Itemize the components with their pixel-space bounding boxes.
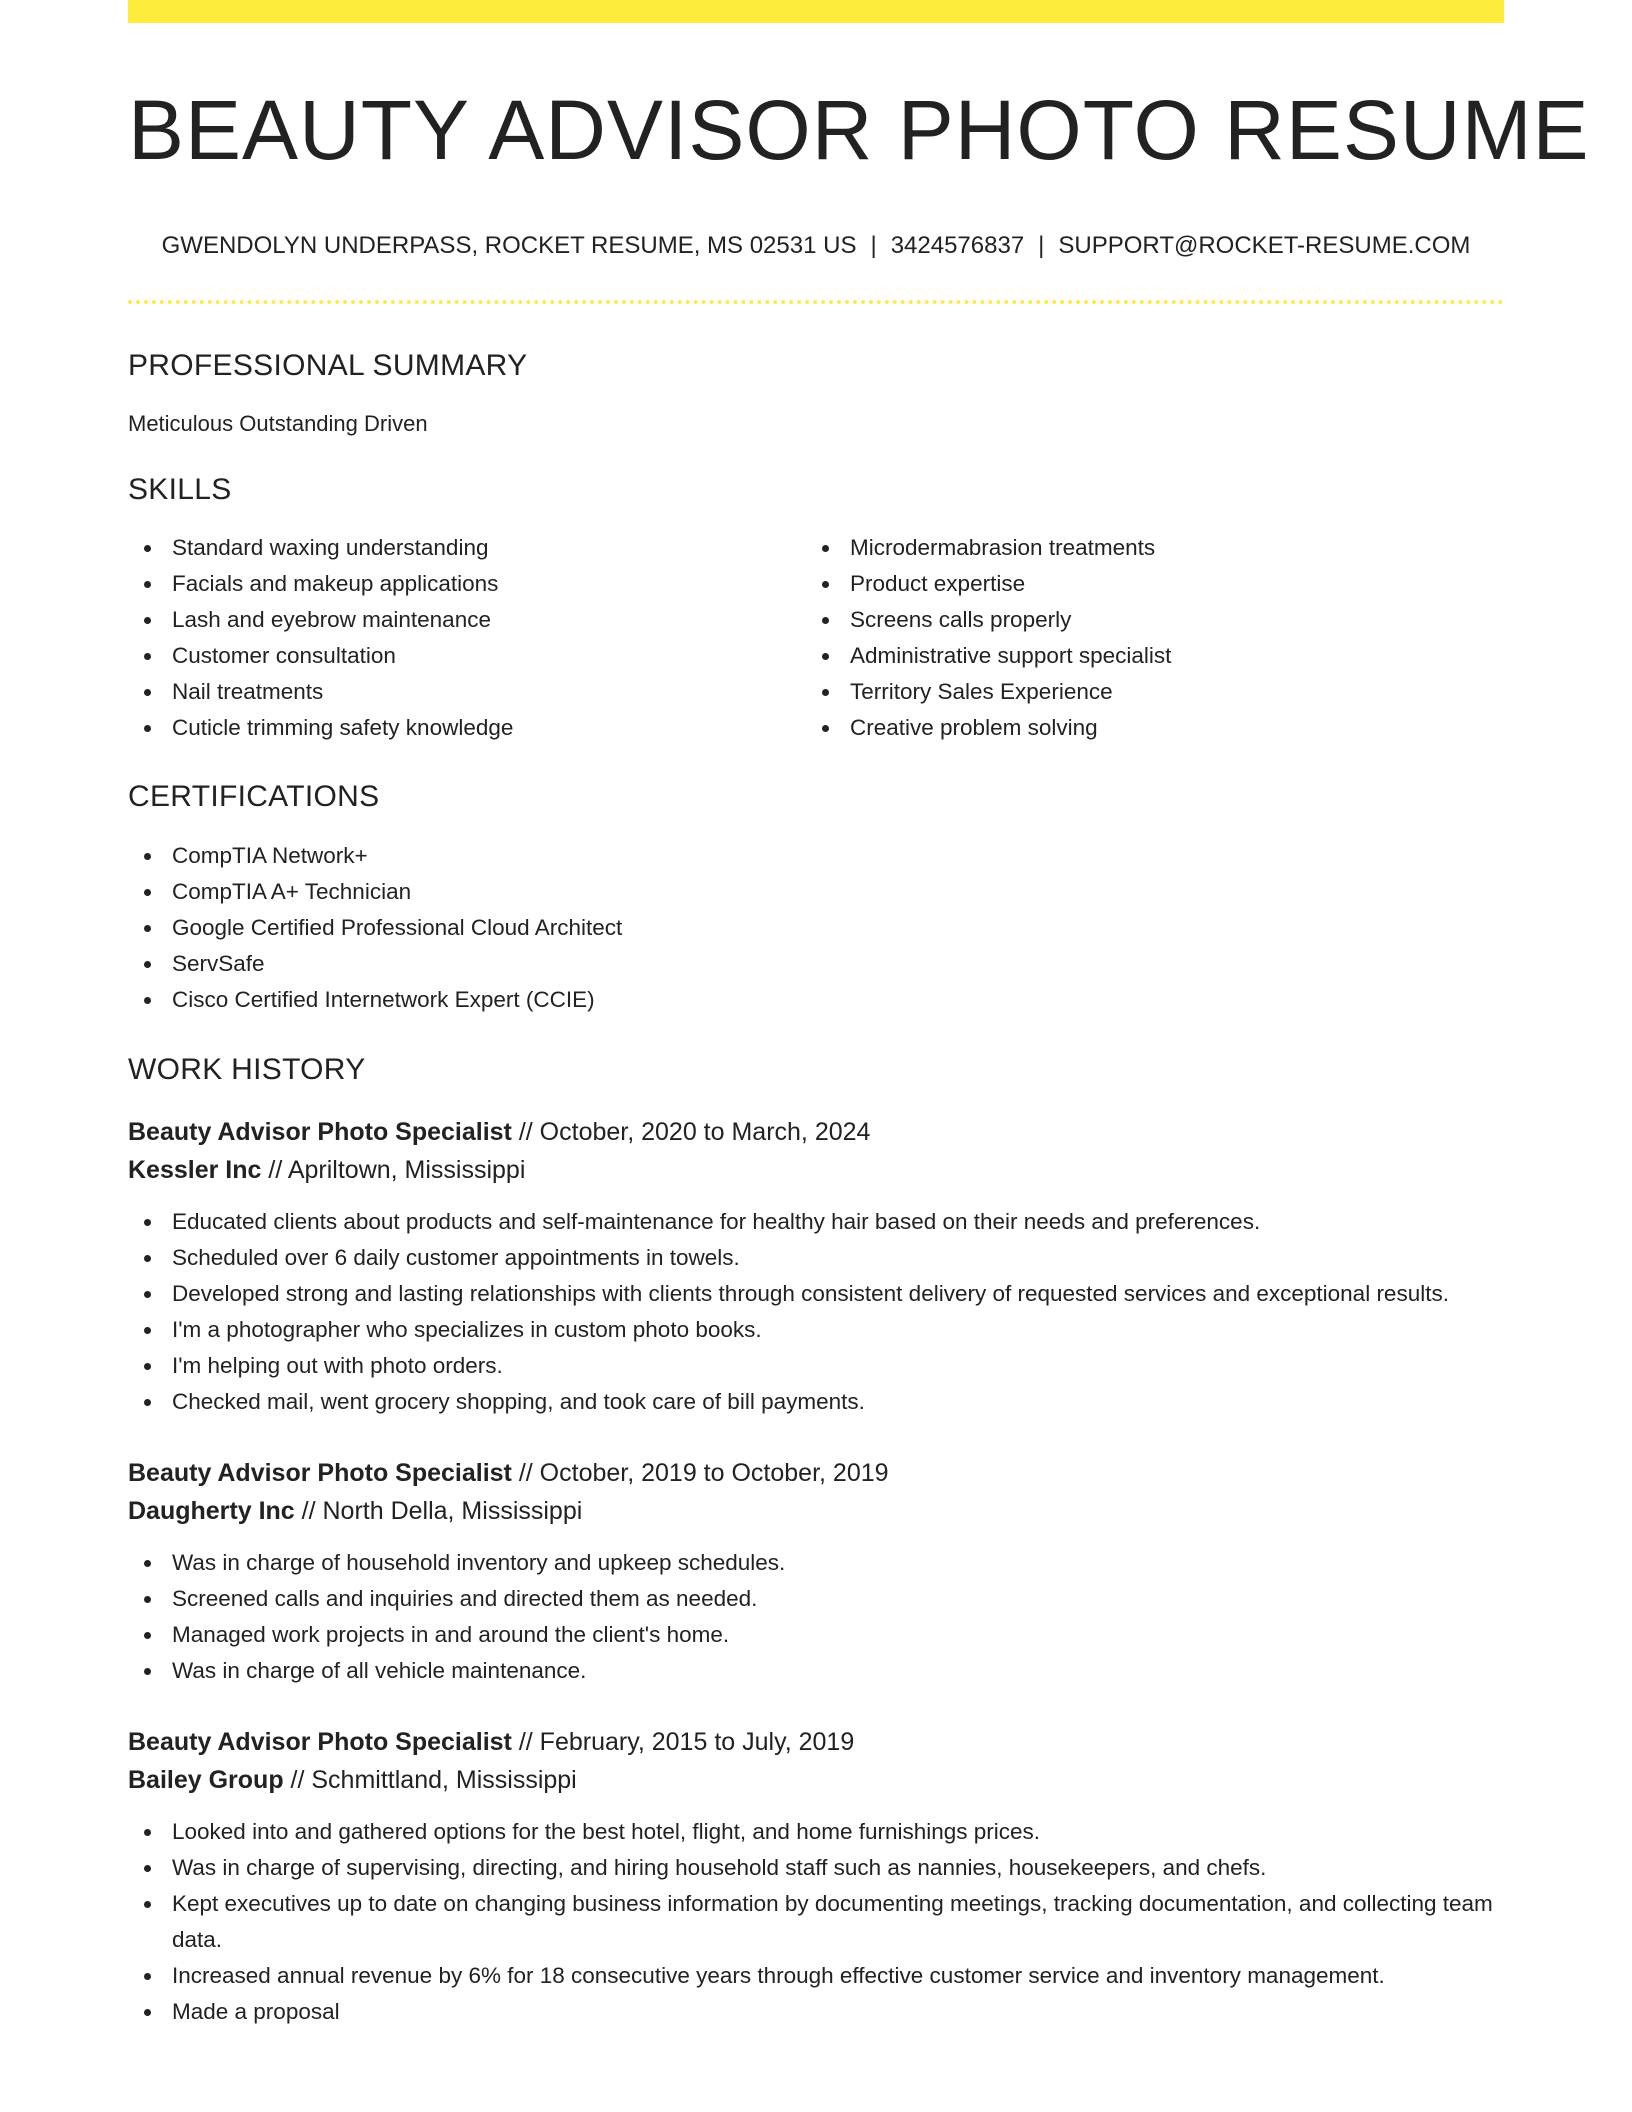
- job-duty-item: Scheduled over 6 daily customer appointments in towels.: [128, 1240, 1504, 1276]
- certification-item: Cisco Certified Internetwork Expert (CCIE): [128, 982, 1504, 1018]
- job-duty-item: I'm helping out with photo orders.: [128, 1348, 1504, 1384]
- job-company-line: [128, 1151, 1504, 1189]
- job-duty-item: Was in charge of all vehicle maintenance.: [128, 1653, 1504, 1689]
- summary-heading: PROFESSIONAL SUMMARY: [128, 349, 528, 382]
- job-company: Daugherty Inc: [128, 1497, 295, 1525]
- contact-line: [128, 230, 1504, 262]
- skill-item: Lash and eyebrow maintenance: [128, 602, 806, 638]
- job-dates: // October, 2019 to October, 2019: [518, 1459, 889, 1487]
- contact-email: SUPPORT@ROCKET-RESUME.COM: [1058, 232, 1471, 259]
- job-duties-list: [128, 1204, 1504, 1420]
- certifications-heading: CERTIFICATIONS: [128, 780, 380, 813]
- skill-item: Nail treatments: [128, 674, 806, 710]
- skill-item: Customer consultation: [128, 638, 806, 674]
- accent-bar: [128, 0, 1504, 23]
- job-duties-list: [128, 1814, 1504, 2030]
- skill-item: Product expertise: [806, 566, 1484, 602]
- skills-list-left: [128, 530, 806, 746]
- job-company: Kessler Inc: [128, 1156, 262, 1184]
- certifications-list: [128, 838, 1504, 1018]
- header-divider: [128, 300, 1504, 304]
- job-title: Beauty Advisor Photo Specialist: [128, 1728, 512, 1756]
- job-dates: // February, 2015 to July, 2019: [518, 1728, 855, 1756]
- resume-page: [128, 0, 1590, 2030]
- skills-grid: [128, 530, 1504, 746]
- skills-list-right: [806, 530, 1484, 746]
- job-company-line: [128, 1492, 1504, 1530]
- certification-item: CompTIA A+ Technician: [128, 874, 1504, 910]
- job-title-line: [128, 1723, 1504, 1761]
- work-history-heading: WORK HISTORY: [128, 1053, 366, 1086]
- job-duty-item: Was in charge of household inventory and upkeep schedules.: [128, 1545, 1504, 1581]
- job-location: // North Della, Mississippi: [301, 1497, 583, 1525]
- job-duty-item: Made a proposal: [128, 1994, 1504, 2030]
- job-duties-list: [128, 1545, 1504, 1689]
- job-entry: [128, 1723, 1504, 2030]
- skills-heading: SKILLS: [128, 473, 232, 506]
- certification-item: CompTIA Network+: [128, 838, 1504, 874]
- contact-phone: 3424576837: [890, 232, 1025, 259]
- skill-item: Microdermabrasion treatments: [806, 530, 1484, 566]
- job-duty-item: Managed work projects in and around the client's home.: [128, 1617, 1504, 1653]
- job-duty-item: Screened calls and inquiries and directed them as needed.: [128, 1581, 1504, 1617]
- job-entry: [128, 1113, 1504, 1420]
- job-dates: // October, 2020 to March, 2024: [518, 1118, 871, 1146]
- certification-item: ServSafe: [128, 946, 1504, 982]
- job-duty-item: Developed strong and lasting relationships with clients through consistent delivery of requested services and exceptional results.: [128, 1276, 1504, 1312]
- skill-item: Facials and makeup applications: [128, 566, 806, 602]
- job-duty-item: Was in charge of supervising, directing, and hiring household staff such as nannies, housekeepers, and chefs.: [128, 1850, 1504, 1886]
- job-title: Beauty Advisor Photo Specialist: [128, 1459, 512, 1487]
- job-title-line: [128, 1113, 1504, 1151]
- summary-text: Meticulous Outstanding Driven: [128, 411, 428, 436]
- job-duty-item: Educated clients about products and self-maintenance for healthy hair based on their needs and preferences.: [128, 1204, 1504, 1240]
- skill-item: Cuticle trimming safety knowledge: [128, 710, 806, 746]
- job-duty-item: Checked mail, went grocery shopping, and took care of bill payments.: [128, 1384, 1504, 1420]
- resume-title: BEAUTY ADVISOR PHOTO RESUME: [128, 83, 1590, 177]
- job-company-line: [128, 1761, 1504, 1799]
- skill-item: Administrative support specialist: [806, 638, 1484, 674]
- job-title-line: [128, 1454, 1504, 1492]
- job-duty-item: Increased annual revenue by 6% for 18 consecutive years through effective customer service and inventory management.: [128, 1958, 1504, 1994]
- skill-item: Creative problem solving: [806, 710, 1484, 746]
- job-duty-item: Looked into and gathered options for the best hotel, flight, and home furnishings prices.: [128, 1814, 1504, 1850]
- job-title: Beauty Advisor Photo Specialist: [128, 1118, 512, 1146]
- skill-item: Territory Sales Experience: [806, 674, 1484, 710]
- skill-item: Screens calls properly: [806, 602, 1484, 638]
- skill-item: Standard waxing understanding: [128, 530, 806, 566]
- contact-separator: |: [1038, 232, 1045, 259]
- job-location: // Apriltown, Mississippi: [268, 1156, 526, 1184]
- certification-item: Google Certified Professional Cloud Architect: [128, 910, 1504, 946]
- job-duty-item: I'm a photographer who specializes in custom photo books.: [128, 1312, 1504, 1348]
- contact-address: GWENDOLYN UNDERPASS, ROCKET RESUME, MS 02531 US: [161, 232, 857, 259]
- job-company: Bailey Group: [128, 1766, 284, 1794]
- job-location: // Schmittland, Mississippi: [290, 1766, 577, 1794]
- job-duty-item: Kept executives up to date on changing business information by documenting meetings, tracking documentation, and collecting team data.: [128, 1886, 1504, 1958]
- job-entry: [128, 1454, 1504, 1689]
- contact-separator: |: [870, 232, 877, 259]
